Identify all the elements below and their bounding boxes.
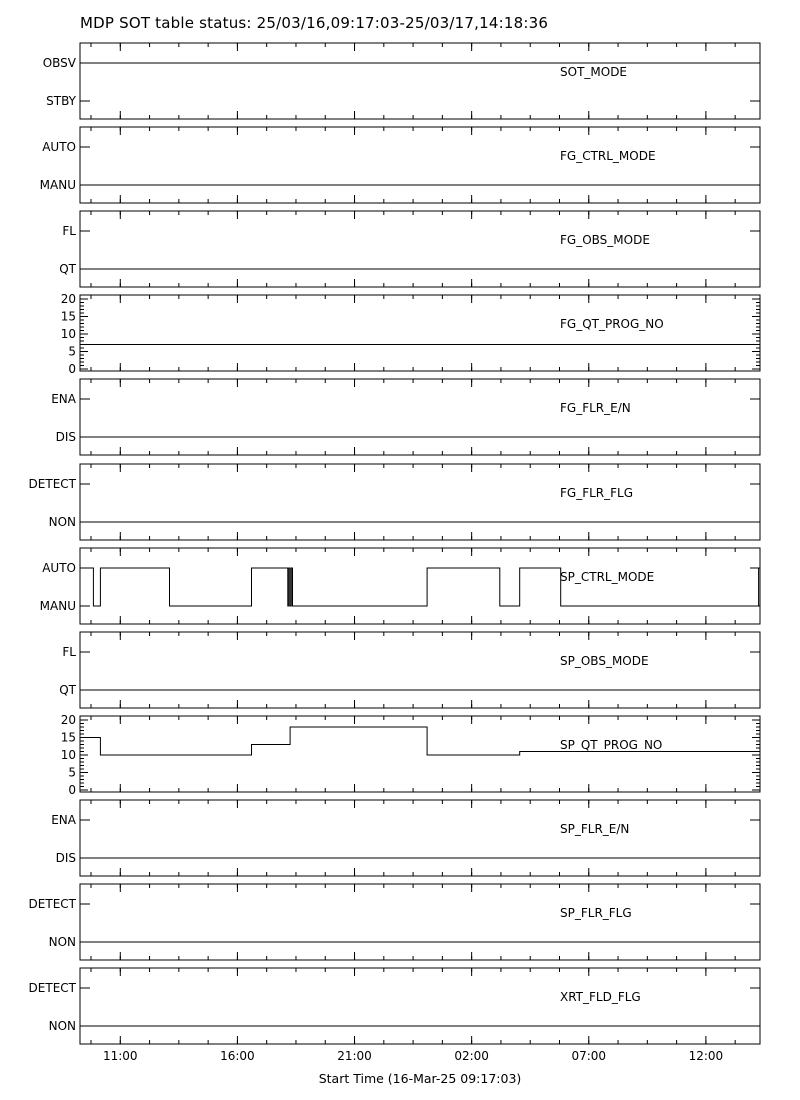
y-tick-label: OBSV: [42, 56, 76, 70]
x-tick-label: 21:00: [337, 1049, 372, 1063]
y-tick-label: FL: [62, 224, 76, 238]
panel-name: SP_FLR_E/N: [560, 822, 630, 836]
x-tick-label: 11:00: [102, 1049, 138, 1063]
y-tick-label: 10: [60, 748, 76, 762]
x-tick-label: 12:00: [688, 1049, 724, 1063]
y-tick-label: DIS: [55, 430, 76, 444]
y-tick-label: DIS: [55, 851, 76, 865]
y-tick-label: ENA: [51, 813, 76, 827]
panel-frame: [80, 800, 760, 876]
panel-name: SP_OBS_MODE: [560, 654, 649, 668]
x-tick-label: 07:00: [571, 1049, 607, 1063]
panel-frame: [80, 968, 760, 1044]
panel-name: FG_QT_PROG_NO: [560, 317, 664, 331]
y-tick-label: 15: [60, 309, 76, 324]
y-tick-label: 0: [68, 783, 76, 797]
panel-frame: [80, 379, 760, 455]
panel-frame: [80, 884, 760, 960]
panel-name: FG_CTRL_MODE: [560, 149, 656, 163]
panel-frame: [80, 632, 760, 708]
y-tick-label: STBY: [46, 94, 76, 108]
panel-name: SP_FLR_FLG: [560, 906, 632, 920]
panel-name: FG_FLR_E/N: [560, 401, 631, 415]
y-tick-label: 20: [60, 713, 76, 727]
y-tick-label: QT: [59, 262, 76, 276]
panel-frame: [80, 127, 760, 203]
page-title: MDP SOT table status: 25/03/16,09:17:03-25/03/17,14:18:36: [80, 14, 549, 32]
y-tick-label: AUTO: [42, 140, 76, 154]
panel-frame: [80, 43, 760, 119]
y-tick-label: 10: [60, 327, 76, 341]
y-tick-label: NON: [48, 1019, 76, 1033]
y-tick-label: ENA: [51, 392, 76, 406]
panel-frame: [80, 548, 760, 624]
y-tick-label: AUTO: [42, 561, 76, 575]
y-tick-label: DETECT: [28, 477, 76, 491]
y-tick-label: MANU: [39, 599, 76, 613]
panel-frame: [80, 211, 760, 287]
y-tick-label: 5: [68, 344, 76, 359]
y-tick-label: DETECT: [28, 897, 76, 911]
panel-name: SP_CTRL_MODE: [560, 570, 655, 584]
panel-name: XRT_FLD_FLG: [560, 990, 641, 1004]
panel-name: FG_FLR_FLG: [560, 486, 634, 500]
y-tick-label: NON: [48, 515, 76, 529]
y-tick-label: 20: [60, 292, 76, 306]
panel-name: FG_OBS_MODE: [560, 233, 650, 247]
y-tick-label: NON: [48, 935, 76, 949]
y-tick-label: 5: [68, 765, 76, 780]
panel-frame: [80, 295, 760, 371]
y-tick-label: QT: [59, 683, 76, 697]
series-line: [80, 568, 760, 606]
x-axis-label: Start Time (16-Mar-25 09:17:03): [318, 1071, 522, 1086]
y-tick-label: DETECT: [28, 981, 76, 995]
panel-name: SOT_MODE: [560, 65, 628, 79]
y-tick-label: 0: [68, 362, 76, 376]
x-tick-label: 16:00: [220, 1049, 255, 1063]
panel-frame: [80, 464, 760, 540]
y-tick-label: 15: [60, 730, 76, 745]
panel-name: SP_QT_PROG_NO: [560, 738, 663, 752]
x-tick-label: 02:00: [454, 1049, 489, 1063]
y-tick-label: MANU: [39, 178, 76, 192]
y-tick-label: FL: [62, 645, 76, 659]
